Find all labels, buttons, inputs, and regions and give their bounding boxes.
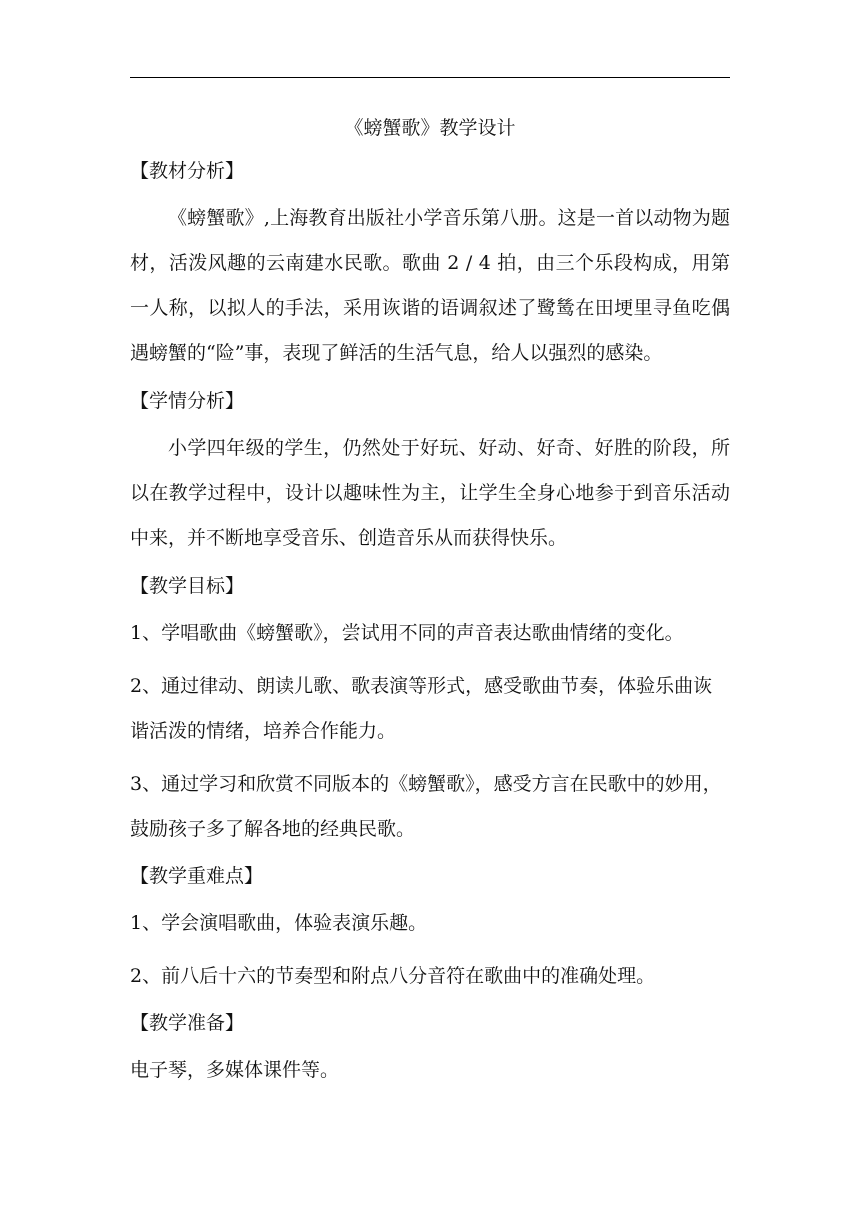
paragraph: 小学四年级的学生，仍然处于好玩、好动、好奇、好胜的阶段，所以在教学过程中，设计以趣味性为主，让学生全身心地参于到音乐活动中来，并不断地享受音乐、创造音乐从而获得快乐。 <box>130 437 730 549</box>
section-key-difficulties <box>130 860 730 999</box>
list-item: 电子琴，多媒体课件等。 <box>130 1059 340 1081</box>
section-heading: 【学情分析】 <box>130 390 245 412</box>
header-rule <box>130 77 730 78</box>
list-item: 1、学唱歌曲《螃蟹歌》，尝试用不同的声音表达歌曲情绪的变化。 <box>130 622 684 644</box>
section-preparation <box>130 1007 730 1093</box>
section-heading: 【教材分析】 <box>130 160 245 182</box>
list-item: 2、前八后十六的节奏型和附点八分音符在歌曲中的准确处理。 <box>130 965 656 987</box>
section-heading: 【教学准备】 <box>130 1012 245 1034</box>
section-student-analysis <box>130 385 730 561</box>
document-title: 《螃蟹歌》教学设计 <box>344 117 516 139</box>
document-body <box>130 112 730 1101</box>
section-heading: 【教学重难点】 <box>130 865 264 887</box>
section-heading: 【教学目标】 <box>130 575 245 597</box>
section-teaching-goals <box>130 570 730 852</box>
paragraph: 《螃蟹歌》,上海教育出版社小学音乐第八册。这是一首以动物为题材，活泼风趣的云南建水民歌。歌曲 2 / 4 拍，由三个乐段构成，用第一人称，以拟人的手法，采用诙谐的语调叙述了鹭鸶在田埂里寻鱼吃偶遇螃蟹的“险”事，表现了鲜活的生活气息，给人以强烈的感染。 <box>130 207 730 364</box>
list-item: 2、通过律动、朗读儿歌、歌表演等形式，感受歌曲节奏，体验乐曲诙谐活泼的情绪，培养合作能力。 <box>130 675 713 742</box>
section-textbook-analysis <box>130 155 730 376</box>
list-item: 1、学会演唱歌曲，体验表演乐趣。 <box>130 912 428 934</box>
list-item: 3、通过学习和欣赏不同版本的《螃蟹歌》，感受方言在民歌中的妙用，鼓励孩子多了解各地的经典民歌。 <box>130 773 722 840</box>
